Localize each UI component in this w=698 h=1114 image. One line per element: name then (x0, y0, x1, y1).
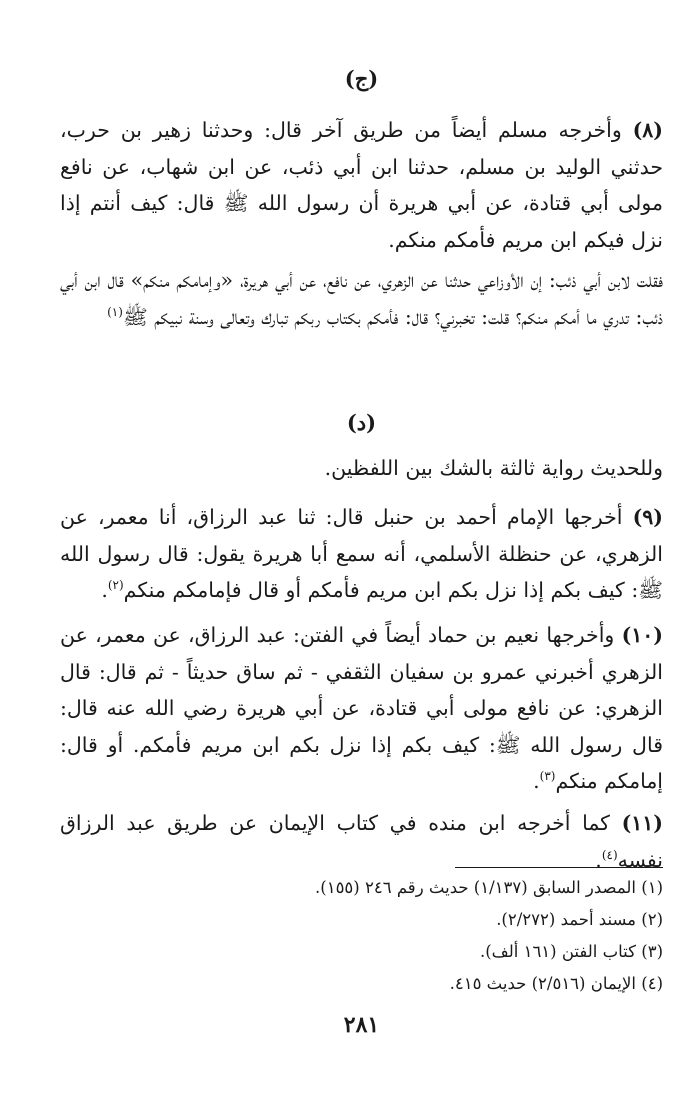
paragraph-number: (١٠) (621, 623, 663, 647)
paragraph-text: كما أخرجه ابن منده في كتاب الإيمان عن طريق عبد الرزاق نفسه (60, 811, 663, 872)
paragraph-number: (٨) (632, 118, 663, 142)
footnote-item (60, 872, 663, 904)
footnote-number: (٣) (641, 942, 663, 961)
page-number: ٢٨١ (343, 1012, 380, 1038)
paragraph-8 (60, 112, 663, 258)
footnote-item (60, 904, 663, 936)
footnote-item (60, 936, 663, 968)
footnotes (60, 872, 663, 1000)
footnote-text: كتاب الفتن (١٦١ ألف). (479, 942, 642, 961)
footnote-text: مسند أحمد (٢/٢٧٢). (496, 910, 642, 929)
section-heading-dal: (د) (346, 410, 377, 435)
footnote-number: (١) (641, 878, 663, 897)
paragraph-text: وأخرجه مسلم أيضاً من طريق آخر قال: وحدثنا زهير بن حرب، حدثني الوليد بن مسلم، حدثنا ابن أبي ذئب، عن ابن شهاب، عن نافع مولى أبي قتادة، عن أبي هريرة أن رسول الله ﷺ قال: كيف أنتم إذا نزل فيكم ابن مريم فأمكم منكم. (60, 118, 663, 252)
paragraph-text: وأخرجها نعيم بن حماد أيضاً في الفتن: عبد الرزاق، عن معمر، عن الزهري أخبرني عمرو بن سفيان الثقفي - ثم ساق حديثاً - ثم قال: قال الزهري: عن نافع مولى أبي قتادة، عن أبي هريرة رضي الله عنه قال: قال رسول الله ﷺ: كيف بكم إذا نزل بكم ابن مريم فأمكم. أو قال: إمامكم منكم (60, 623, 663, 793)
paragraph-end: . (101, 578, 108, 602)
paragraph-text: فقلت لابن أبي ذئب: إن الأوزاعي حدثنا عن الزهري، عن نافع، عن أبي هريرة، «وإمامكم منكم» قال ابن أبي ذئب: تدري ما أمكم منكم؟ قلت: تخبرني؟ قال: فأمكم بكتاب ربكم تبارك وتعالى وسنة نبيكم ﷺ (60, 268, 663, 329)
footnote-item (60, 968, 663, 1000)
footnote-ref-1[interactable]: (١) (107, 304, 123, 319)
paragraph-9 (60, 499, 663, 609)
footnote-number: (٤) (641, 974, 663, 993)
paragraph-end: . (533, 769, 540, 793)
paragraph-end: . (595, 847, 602, 872)
footnote-ref-3[interactable]: (٣) (539, 769, 556, 784)
footnote-ref-4[interactable]: (٤) (601, 847, 618, 862)
book-page (60, 0, 663, 1114)
paragraph-8-continued (60, 262, 663, 335)
paragraph-intro-dal: وللحديث رواية ثالثة بالشك بين اللفظين. (324, 456, 663, 480)
footnote-number: (٢) (641, 910, 663, 929)
paragraph-10 (60, 617, 663, 800)
footnote-text: الإيمان (٢/٥١٦) حديث ٤١٥. (449, 974, 642, 993)
paragraph-text: أخرجها الإمام أحمد بن حنبل قال: ثنا عبد الرزاق، أنا معمر، عن الزهري، عن حنظلة الأسلمي، أنه سمع أبا هريرة يقول: قال رسول الله ﷺ: كيف بكم إذا نزل بكم ابن مريم فأمكم أو قال فإمامكم منكم (60, 505, 663, 602)
paragraph-number: (١١) (621, 811, 663, 835)
footnote-ref-2[interactable]: (٢) (107, 578, 124, 593)
footnote-separator (455, 867, 663, 868)
section-heading-jeem: (ج) (344, 66, 379, 91)
paragraph-number: (٩) (632, 505, 663, 529)
footnote-text: المصدر السابق (١/١٣٧) حديث رقم ٢٤٦ (١٥٥). (315, 878, 642, 897)
